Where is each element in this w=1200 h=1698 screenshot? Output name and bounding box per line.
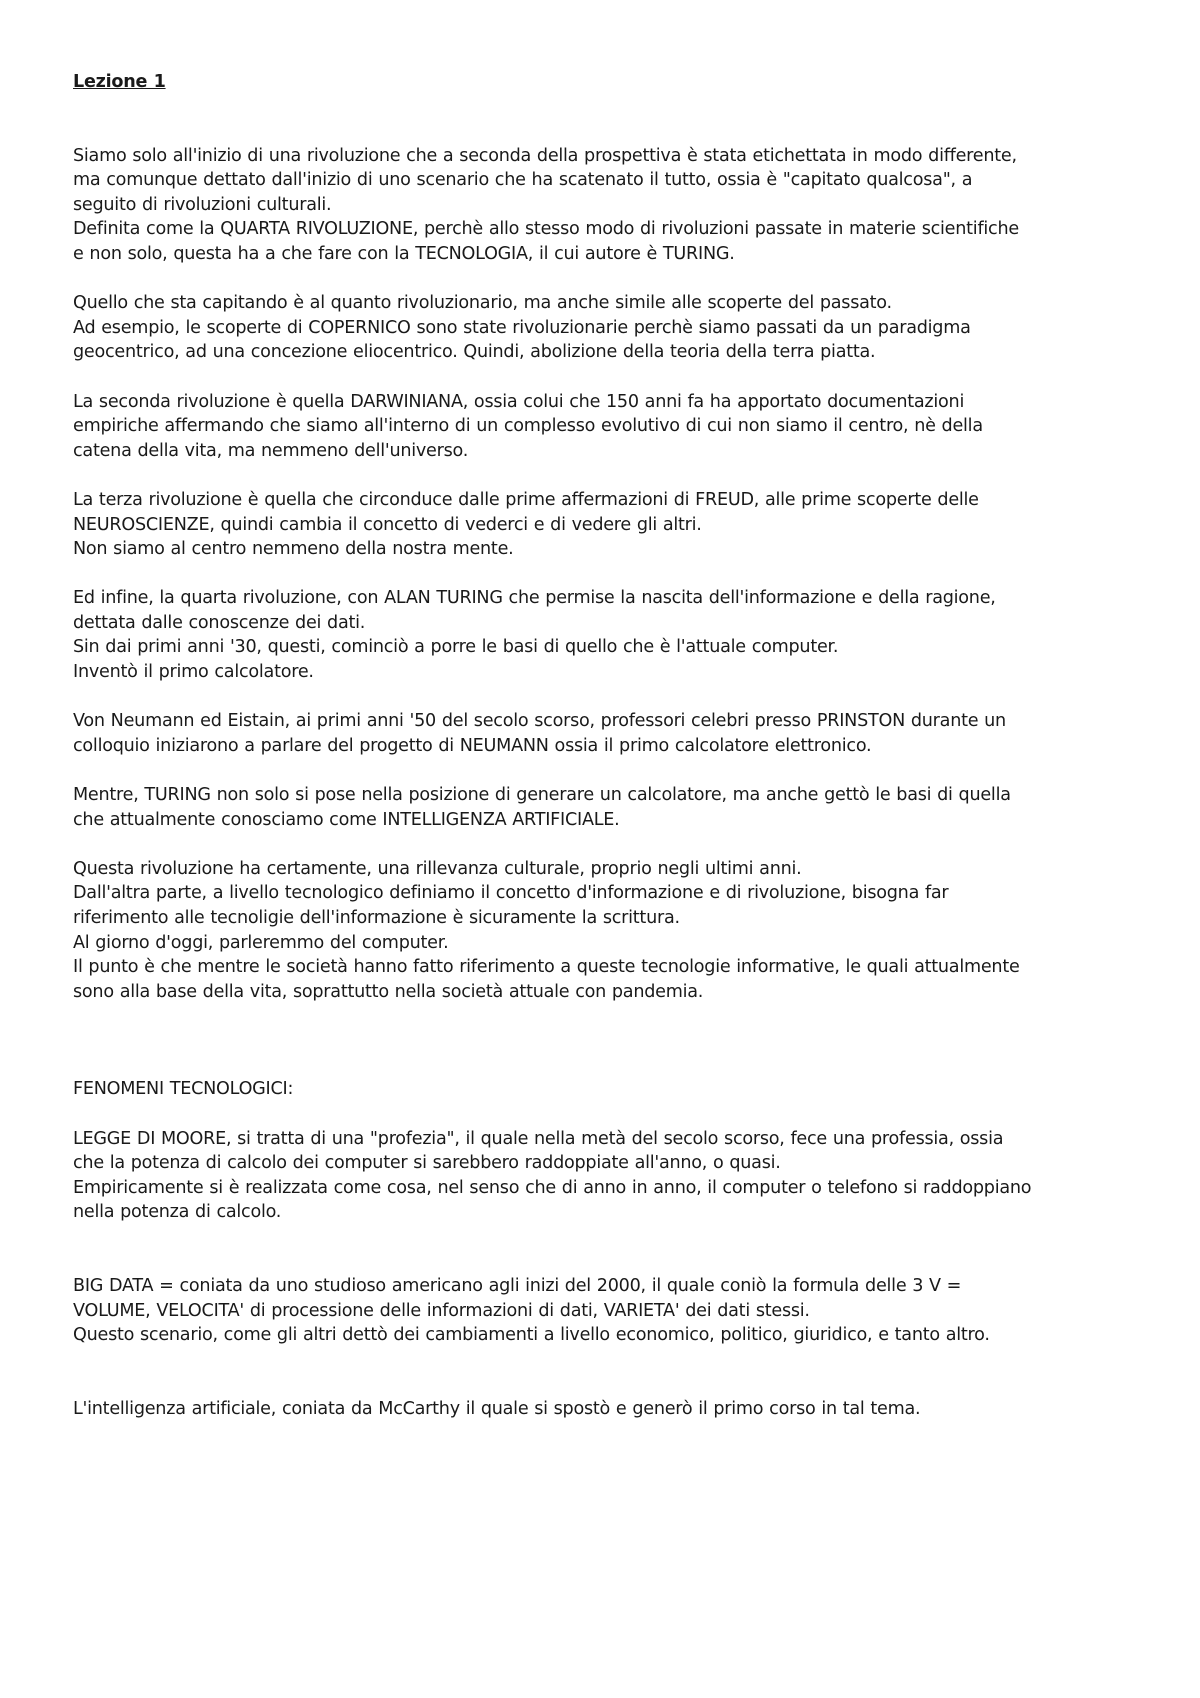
text-line: e non solo, questa ha a che fare con la TECNOLOGIA, il cui autore è TURING. [73, 243, 735, 264]
paragraph [73, 709, 1143, 758]
text-line: colloquio iniziarono a parlare del progetto di NEUMANN ossia il primo calcolatore elettronico. [73, 735, 872, 756]
paragraph [73, 783, 1143, 832]
paragraph [73, 857, 1143, 1005]
text-line: Questo scenario, come gli altri dettò dei cambiamenti a livello economico, politico, giuridico, e tanto altro. [73, 1325, 990, 1346]
text-line: ma comunque dettato dall'inizio di uno scenario che ha scatenato il tutto, ossia è "capitato qualcosa", a [73, 170, 973, 191]
text-line: La terza rivoluzione è quella che circonduce dalle prime affermazioni di FREUD, alle prime scoperte delle [73, 489, 979, 510]
paragraph [73, 586, 1143, 684]
text-line: geocentrico, ad una concezione eliocentrico. Quindi, abolizione della teoria della terra piatta. [73, 342, 876, 363]
text-line: Il punto è che mentre le società hanno fatto riferimento a queste tecnologie informative, le quali attualmente [73, 957, 1020, 978]
text-line: Al giorno d'oggi, parleremmo del computer. [73, 932, 449, 953]
text-line: Quello che sta capitando è al quanto rivoluzionario, ma anche simile alle scoperte del passato. [73, 293, 892, 314]
document-body [73, 70, 1143, 1446]
paragraph [73, 291, 1143, 365]
text-line: LEGGE DI MOORE, si tratta di una "profezia", il quale nella metà del secolo scorso, fece una professia, ossia [73, 1128, 1004, 1149]
text-line: Mentre, TURING non solo si pose nella posizione di generare un calcolatore, ma anche gettò le basi di quella [73, 785, 1011, 806]
paragraph [73, 1274, 1143, 1348]
paragraph [73, 1397, 1143, 1422]
paragraph-list [73, 144, 1143, 1422]
text-line: empiriche affermando che siamo all'interno di un complesso evolutivo di cui non siamo il centro, nè della [73, 416, 983, 437]
text-line: Sin dai primi anni '30, questi, cominciò a porre le basi di quello che è l'attuale computer. [73, 637, 839, 658]
text-line: La seconda rivoluzione è quella DARWINIANA, ossia colui che 150 anni fa ha apportato documentazioni [73, 391, 965, 412]
text-line: Inventò il primo calcolatore. [73, 662, 314, 683]
text-line: sono alla base della vita, soprattutto nella società attuale con pandemia. [73, 981, 704, 1002]
text-line: che la potenza di calcolo dei computer si sarebbero raddoppiate all'anno, o quasi. [73, 1153, 781, 1174]
text-line: Von Neumann ed Eistain, ai primi anni '50 del secolo scorso, professori celebri presso PRINSTON durante un [73, 711, 1006, 732]
text-line: Definita come la QUARTA RIVOLUZIONE, perchè allo stesso modo di rivoluzioni passate in materie scientifiche [73, 219, 1019, 240]
text-line: Dall'altra parte, a livello tecnologico definiamo il concetto d'informazione e di rivoluzione, bisogna far [73, 883, 949, 904]
paragraph [73, 1077, 1143, 1102]
text-line: nella potenza di calcolo. [73, 1202, 282, 1223]
paragraph [73, 488, 1143, 562]
text-line: BIG DATA = coniata da uno studioso americano agli inizi del 2000, il quale coniò la formula delle 3 V = [73, 1275, 962, 1296]
text-line: Ed infine, la quarta rivoluzione, con ALAN TURING che permise la nascita dell'informazione e della ragione, [73, 588, 996, 609]
text-line: FENOMENI TECNOLOGICI: [73, 1079, 294, 1100]
paragraph [73, 390, 1143, 464]
document-title: Lezione 1 [73, 72, 166, 92]
paragraph [73, 144, 1143, 267]
text-line: VOLUME, VELOCITA' di processione delle informazioni di dati, VARIETA' dei dati stessi. [73, 1300, 810, 1321]
text-line: catena della vita, ma nemmeno dell'universo. [73, 440, 469, 461]
text-line: riferimento alle tecnoligie dell'informazione è sicuramente la scrittura. [73, 908, 680, 928]
text-line: Ad esempio, le scoperte di COPERNICO sono state rivoluzionarie perchè siamo passati da un paradigma [73, 317, 971, 338]
text-line: che attualmente conosciamo come INTELLIGENZA ARTIFICIALE. [73, 809, 620, 830]
text-line: seguito di rivoluzioni culturali. [73, 194, 332, 215]
text-line: L'intelligenza artificiale, coniata da McCarthy il quale si spostò e generò il primo corso in tal tema. [73, 1398, 921, 1419]
text-line: dettata dalle conoscenze dei dati. [73, 612, 366, 633]
text-line: Empiricamente si è realizzata come cosa, nel senso che di anno in anno, il computer o telefono si raddoppiano [73, 1177, 1032, 1198]
text-line: Questa rivoluzione ha certamente, una rillevanza culturale, proprio negli ultimi anni. [73, 858, 802, 879]
text-line: Siamo solo all'inizio di una rivoluzione che a seconda della prospettiva è stata etichettata in modo differente, [73, 145, 1017, 166]
text-line: Non siamo al centro nemmeno della nostra mente. [73, 539, 514, 560]
text-line: NEUROSCIENZE, quindi cambia il concetto di vederci e di vedere gli altri. [73, 514, 702, 535]
paragraph [73, 1127, 1143, 1225]
